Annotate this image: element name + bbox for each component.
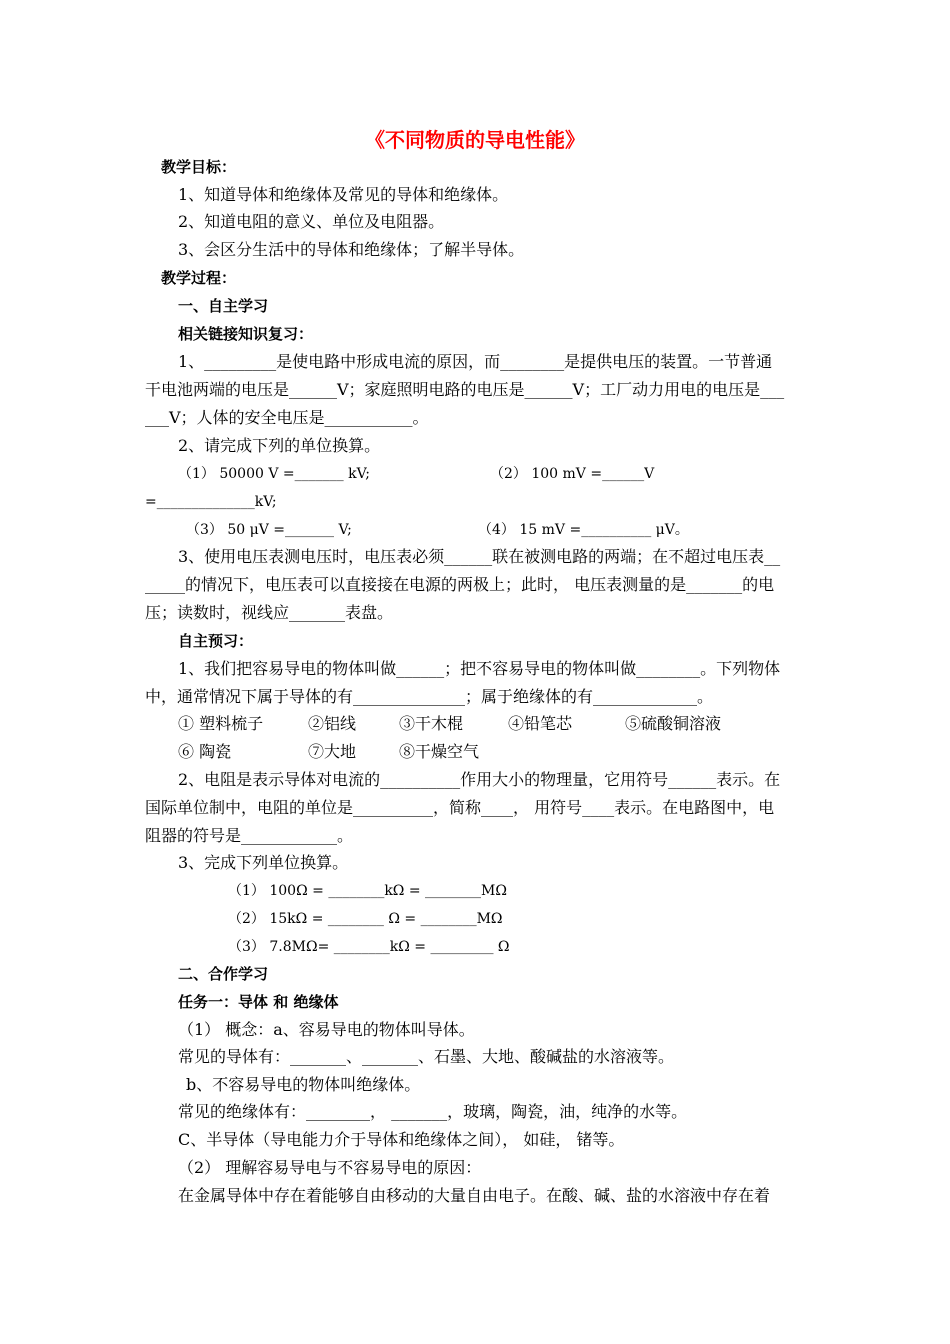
preview-question-1: 1、我们把容易导电的物体叫做______；把不容易导电的物体叫做________。下列物体	[178, 659, 781, 678]
conversion-item-cont: =______________kV;	[145, 494, 277, 510]
preview-question-1-cont: 中，通常情况下属于导体的有______________；属于绝缘体的有_____________。	[145, 687, 714, 706]
material-item: ⑤硫酸铜溶液	[625, 714, 722, 733]
conversion-item: （2） 100 mV =______V	[490, 466, 655, 482]
material-item: ⑧干燥空气	[399, 742, 480, 761]
section1-heading: 一、自主学习	[178, 297, 269, 315]
review-question-1: 1、_________是使电路中形成电流的原因，而________是提供电压的装置。一节普通	[178, 352, 773, 371]
preview-question-3: 3、完成下列单位换算。	[178, 853, 349, 872]
preview-heading: 自主预习：	[178, 632, 254, 650]
material-item: ②铝线	[308, 714, 357, 733]
material-item: ⑦大地	[308, 742, 357, 761]
goal-item: 1、知道导体和绝缘体及常见的导体和绝缘体。	[178, 185, 509, 204]
paragraph-text: 在金属导体中存在着能够自由移动的大量自由电子。在酸、碱、盐的水溶液中存在着	[178, 1186, 771, 1205]
review-question-2: 2、请完成下列的单位换算。	[178, 436, 381, 455]
review-heading: 相关链接知识复习：	[178, 325, 314, 343]
review-question-1-cont: ___V；人体的安全电压是___________。	[145, 408, 429, 427]
understand-heading: （2） 理解容易导电与不容易导电的原因：	[178, 1158, 482, 1177]
common-conductors: 常见的导体有：_______、_______、石墨、大地、酸碱盐的水溶液等。	[178, 1047, 675, 1066]
preview-question-2-cont: 国际单位制中，电阻的单位是__________，简称____， 用符号____表示。在电路图中，电	[145, 798, 775, 817]
ohm-conversion: （1） 100Ω = ________kΩ = ________MΩ	[228, 883, 507, 899]
review-question-3: 3、使用电压表测电压时，电压表必须______联在被测电路的两端；在不超过电压表__	[178, 547, 781, 566]
concept-c: C、半导体（导电能力介于导体和绝缘体之间）， 如硅， 锗等。	[178, 1130, 625, 1149]
conversion-item: （1） 50000 V =_______ kV;	[178, 466, 370, 482]
material-item: ③干木棍	[399, 714, 464, 733]
task1-heading: 任务一：导体 和 绝缘体	[178, 993, 339, 1011]
section2-heading: 二、合作学习	[178, 965, 269, 983]
common-insulators: 常见的绝缘体有：________， _______，玻璃，陶瓷，油，纯净的水等。	[178, 1102, 688, 1121]
material-item: ④铅笔芯	[508, 714, 573, 733]
goals-heading: 教学目标：	[161, 158, 237, 176]
conversion-item: （4） 15 mV =__________ μV。	[478, 522, 689, 538]
ohm-conversion: （3） 7.8MΩ= ________kΩ = _________ Ω	[228, 939, 510, 955]
material-item: ① 塑料梳子	[178, 714, 264, 733]
concept-b: b、不容易导电的物体叫绝缘体。	[186, 1075, 421, 1094]
concept-a: （1） 概念：a、容易导电的物体叫导体。	[178, 1020, 475, 1039]
goal-item: 2、知道电阻的意义、单位及电阻器。	[178, 212, 445, 231]
material-item: ⑥ 陶瓷	[178, 742, 232, 761]
preview-question-2: 2、电阻是表示导体对电流的__________作用大小的物理量，它用符号______表示。在	[178, 770, 781, 789]
goal-item: 3、会区分生活中的导体和绝缘体；了解半导体。	[178, 240, 525, 259]
process-heading: 教学过程：	[161, 269, 237, 287]
review-question-3-cont: _____的情况下，电压表可以直接接在电源的两极上；此时， 电压表测量的是_______的电	[145, 575, 775, 594]
review-question-3-cont: 压；读数时，视线应_______表盘。	[145, 603, 394, 622]
ohm-conversion: （2） 15kΩ = ________ Ω = ________MΩ	[228, 911, 503, 927]
preview-question-2-cont: 阻器的符号是____________。	[145, 826, 354, 845]
page-title: 《不同物质的导电性能》	[365, 128, 585, 152]
conversion-item: （3） 50 μV =_______ V;	[186, 522, 352, 538]
review-question-1-cont: 干电池两端的电压是______V；家庭照明电路的电压是______V；工厂动力用电的电压是___	[145, 380, 785, 399]
